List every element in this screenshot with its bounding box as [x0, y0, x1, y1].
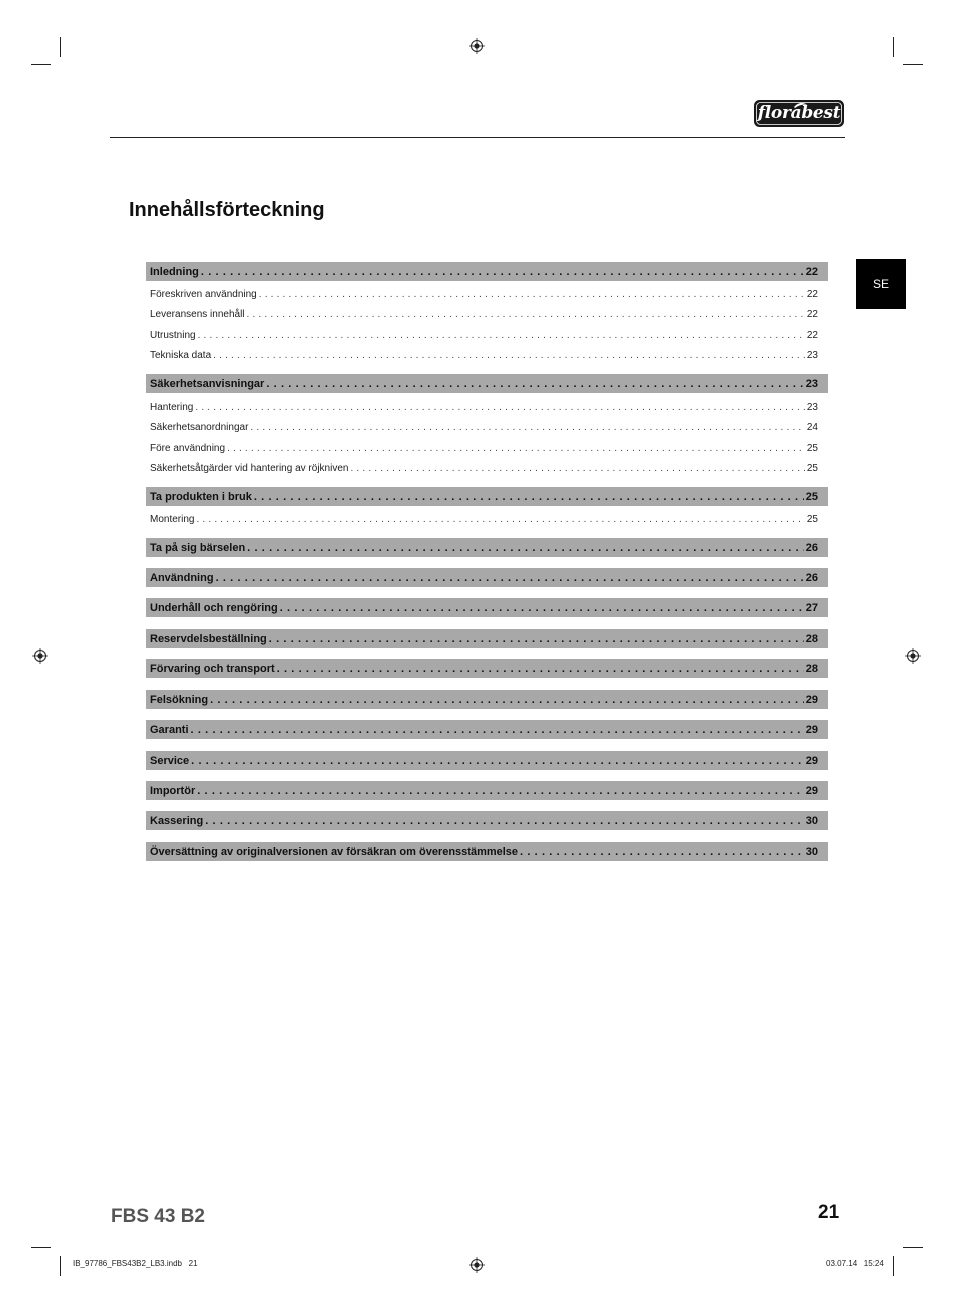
toc-subsection-row[interactable] — [146, 511, 828, 527]
toc-section-row[interactable] — [146, 811, 828, 830]
toc-entry-label: Garanti — [150, 723, 189, 736]
registration-mark-icon — [32, 648, 48, 664]
toc-leader-dots — [266, 378, 803, 390]
toc-entry-label: Reservdelsbeställning — [150, 632, 267, 645]
toc-entry-label: Importör — [150, 784, 196, 797]
print-slug-date: 03.07.14 15:24 — [826, 1259, 884, 1268]
crop-mark — [903, 1247, 923, 1248]
toc-leader-dots — [205, 815, 804, 827]
toc-section-row[interactable] — [146, 598, 828, 617]
toc-leader-dots — [210, 694, 804, 706]
toc-section-row[interactable] — [146, 629, 828, 648]
toc-entry-page: 28 — [805, 632, 818, 645]
toc-entry-page: 23 — [805, 377, 818, 390]
toc-leader-dots — [247, 542, 804, 554]
toc-leader-dots — [216, 572, 804, 584]
crop-mark — [31, 1247, 51, 1248]
toc-entry-page: 25 — [806, 462, 818, 474]
toc-section-row[interactable] — [146, 751, 828, 770]
language-tab: SE — [856, 259, 906, 309]
crop-mark — [31, 64, 51, 65]
toc-entry-page: 30 — [805, 814, 818, 827]
model-number: FBS 43 B2 — [111, 1206, 205, 1227]
registration-mark-icon — [469, 1257, 485, 1273]
toc-section-row[interactable] — [146, 659, 828, 678]
toc-leader-dots — [213, 350, 805, 361]
toc-section-row[interactable] — [146, 538, 828, 557]
crop-mark — [893, 1256, 894, 1276]
toc-entry-page: 22 — [805, 265, 818, 278]
toc-entry-label: Säkerhetsanordningar — [150, 421, 249, 433]
toc-entry-page: 30 — [805, 845, 818, 858]
toc-entry-page: 22 — [806, 288, 818, 300]
toc-leader-dots — [350, 463, 804, 474]
toc-entry-label: Översättning av originalversionen av försäkran om överensstämmelse — [150, 845, 519, 858]
header-rule — [110, 137, 845, 138]
toc-entry-label: Föreskriven användning — [150, 288, 257, 300]
crop-mark — [60, 1256, 61, 1276]
toc-entry-label: Kassering — [150, 814, 204, 827]
toc-subsection-row[interactable] — [146, 347, 828, 363]
toc-subsection-row[interactable] — [146, 399, 828, 415]
toc-entry-label: Leveransens innehåll — [150, 308, 245, 320]
toc-section-row[interactable] — [146, 842, 828, 861]
toc-leader-dots — [227, 443, 805, 454]
toc-entry-page: 29 — [805, 723, 818, 736]
toc-entry-label: Hantering — [150, 401, 194, 413]
toc-leader-dots — [191, 724, 804, 736]
toc-leader-dots — [250, 422, 804, 433]
toc-leader-dots — [520, 846, 804, 858]
toc-entry-page: 27 — [805, 601, 818, 614]
toc-entry-page: 23 — [806, 401, 818, 413]
toc-section-row[interactable] — [146, 690, 828, 709]
toc-leader-dots — [191, 755, 804, 767]
toc-entry-label: Användning — [150, 571, 214, 584]
toc-entry-label: Montering — [150, 513, 195, 525]
page-title: Innehållsförteckning — [129, 199, 325, 221]
registration-mark-icon — [469, 38, 485, 54]
toc-entry-label: Tekniska data — [150, 349, 212, 361]
toc-entry-label: Utrustning — [150, 329, 196, 341]
toc-entry-page: 26 — [805, 571, 818, 584]
toc-entry-label: Säkerhetsåtgärder vid hantering av röjkniven — [150, 462, 349, 474]
toc-leader-dots — [197, 785, 804, 797]
toc-leader-dots — [280, 602, 804, 614]
toc-leader-dots — [269, 633, 804, 645]
toc-section-row[interactable] — [146, 487, 828, 506]
toc-entry-label: Felsökning — [150, 693, 209, 706]
toc-entry-label: Ta på sig bärselen — [150, 541, 246, 554]
toc-leader-dots — [259, 289, 805, 300]
toc-subsection-row[interactable] — [146, 460, 828, 476]
toc-entry-page: 22 — [806, 329, 818, 341]
toc-leader-dots — [198, 330, 805, 341]
toc-subsection-row[interactable] — [146, 327, 828, 343]
toc-entry-page: 25 — [806, 513, 818, 525]
toc-entry-label: Underhåll och rengöring — [150, 601, 278, 614]
toc-entry-label: Före användning — [150, 442, 226, 454]
toc-entry-page: 25 — [805, 490, 818, 503]
toc-section-row[interactable] — [146, 374, 828, 393]
print-slug-file: IB_97786_FBS43B2_LB3.indb 21 — [73, 1259, 198, 1268]
toc-entry-label: Service — [150, 754, 190, 767]
toc-entry-label: Förvaring och transport — [150, 662, 275, 675]
toc-leader-dots — [247, 309, 805, 320]
toc-entry-label: Inledning — [150, 265, 199, 278]
toc-entry-page: 22 — [806, 308, 818, 320]
brand-name: florabest — [757, 103, 841, 123]
toc-section-row[interactable] — [146, 781, 828, 800]
toc-leader-dots — [277, 663, 804, 675]
toc-leader-dots — [195, 402, 805, 413]
toc-leader-dots — [254, 491, 804, 503]
crop-mark — [893, 37, 894, 57]
toc-leader-dots — [201, 266, 804, 278]
page-number: 21 — [818, 1202, 840, 1223]
toc-subsection-row[interactable] — [146, 419, 828, 435]
toc-entry-label: Ta produkten i bruk — [150, 490, 252, 503]
toc-entry-page: 26 — [805, 541, 818, 554]
toc-entry-label: Säkerhetsanvisningar — [150, 377, 265, 390]
brand-logo — [754, 100, 844, 127]
toc-section-row[interactable] — [146, 720, 828, 739]
toc-entry-page: 24 — [806, 421, 818, 433]
toc-leader-dots — [196, 514, 804, 525]
registration-mark-icon — [905, 648, 921, 664]
toc-entry-page: 23 — [806, 349, 818, 361]
toc-entry-page: 28 — [805, 662, 818, 675]
toc-section-row[interactable] — [146, 568, 828, 587]
toc-subsection-row[interactable] — [146, 306, 828, 322]
toc-section-row[interactable] — [146, 262, 828, 281]
toc-entry-page: 29 — [805, 693, 818, 706]
toc-entry-page: 25 — [806, 442, 818, 454]
toc-subsection-row[interactable] — [146, 286, 828, 302]
toc-entry-page: 29 — [805, 754, 818, 767]
toc-subsection-row[interactable] — [146, 440, 828, 456]
toc-entry-page: 29 — [805, 784, 818, 797]
crop-mark — [903, 64, 923, 65]
crop-mark — [60, 37, 61, 57]
